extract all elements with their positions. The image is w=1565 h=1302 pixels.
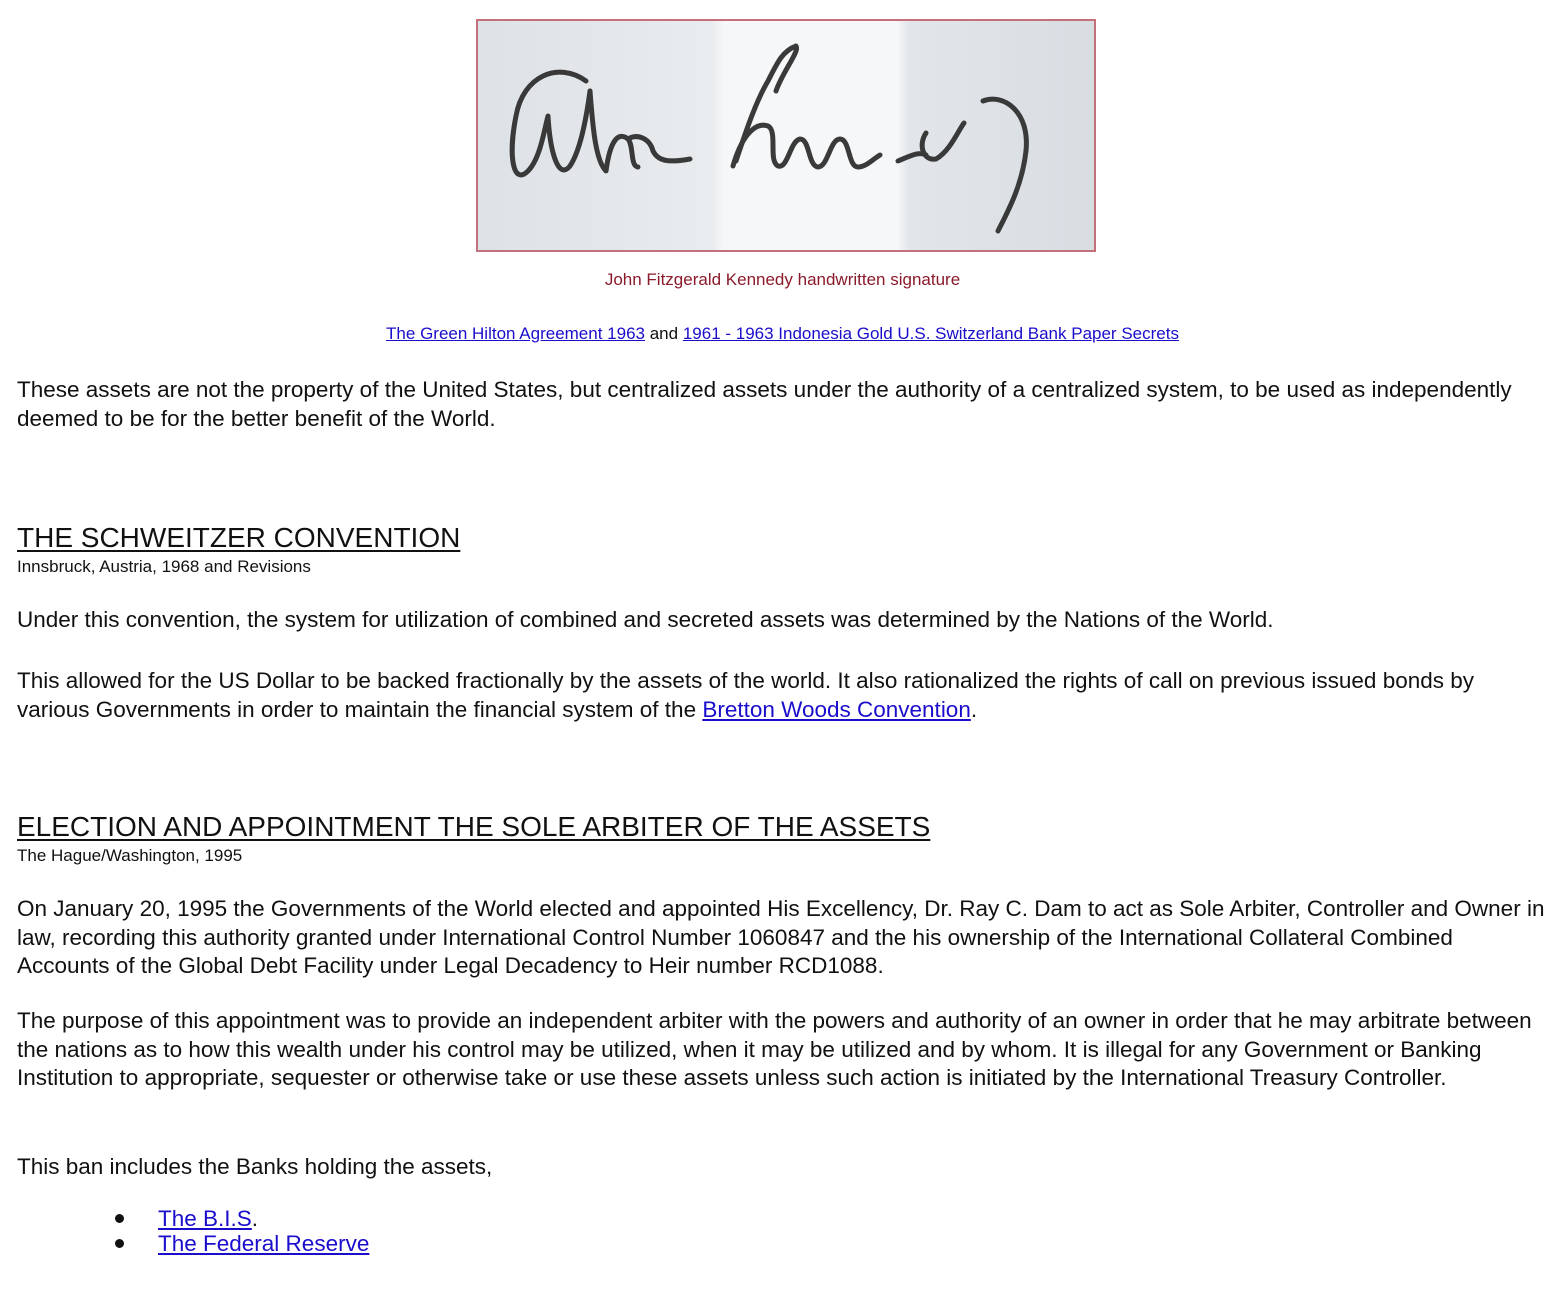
bretton-woods-link[interactable]: Bretton Woods Convention (702, 696, 971, 722)
election-paragraph-3: This ban includes the Banks holding the assets, (17, 1154, 493, 1179)
signature-image (476, 19, 1096, 252)
schweitzer-paragraph-2-end: . (970, 696, 978, 722)
related-links-joiner: and (649, 324, 679, 343)
schweitzer-convention-subtitle: Innsbruck, Austria, 1968 and Revisions (17, 557, 311, 576)
bullet-icon (115, 1214, 124, 1223)
list-item (110, 1231, 369, 1256)
election-subtitle: The Hague/Washington, 1995 (17, 846, 243, 865)
schweitzer-paragraph-2 (17, 667, 1547, 724)
schweitzer-paragraph-2-text: This allowed for the US Dollar to be backed fractionally by the assets of the world. It also rationalized the rights of call on previous issued bonds by various Governments in order to maintain the financial system of the (17, 668, 1475, 722)
bis-suffix: . (251, 1206, 259, 1231)
indonesia-gold-link[interactable]: 1961 - 1963 Indonesia Gold U.S. Switzerland Bank Paper Secrets (682, 324, 1179, 343)
election-paragraph-2: The purpose of this appointment was to provide an independent arbiter with the powers and authority of an owner in order that he may arbitrate between the nations as to how this wealth under his control may be utilized, when it may be utilized and by whom. It is illegal for any Government or Banking Institution to appropriate, sequester or otherwise take or use these assets unless such action is initiated by the International Treasury Controller. (17, 1008, 1532, 1090)
signature-caption: John Fitzgerald Kennedy handwritten signature (604, 270, 961, 289)
bis-link[interactable]: The B.I.S (158, 1206, 252, 1231)
green-hilton-agreement-link[interactable]: The Green Hilton Agreement 1963 (386, 324, 645, 343)
signature-drawing (478, 21, 1094, 250)
federal-reserve-link[interactable]: The Federal Reserve (158, 1231, 370, 1256)
list-item (110, 1206, 369, 1231)
schweitzer-paragraph-1: Under this convention, the system for utilization of combined and secreted assets was determined by the Nations of the World. (17, 607, 1274, 632)
related-links (0, 324, 1565, 344)
election-heading: ELECTION AND APPOINTMENT THE SOLE ARBITER OF THE ASSETS (17, 811, 931, 842)
schweitzer-convention-heading: THE SCHWEITZER CONVENTION (17, 522, 461, 553)
bullet-icon (115, 1239, 124, 1248)
election-paragraph-1: On January 20, 1995 the Governments of the World elected and appointed His Excellency, Dr. Ray C. Dam to act as Sole Arbiter, Controller and Owner in law, recording this authority granted under International Control Number 1060847 and the his ownership of the International Collateral Combined Accounts of the Global Debt Facility under Legal Decadency to Heir number RCD1088. (17, 896, 1545, 978)
bank-list (110, 1206, 369, 1256)
intro-paragraph: These assets are not the property of the United States, but centralized assets under the authority of a centralized system, to be used as independently deemed to be for the better benefit of the World. (17, 377, 1512, 431)
